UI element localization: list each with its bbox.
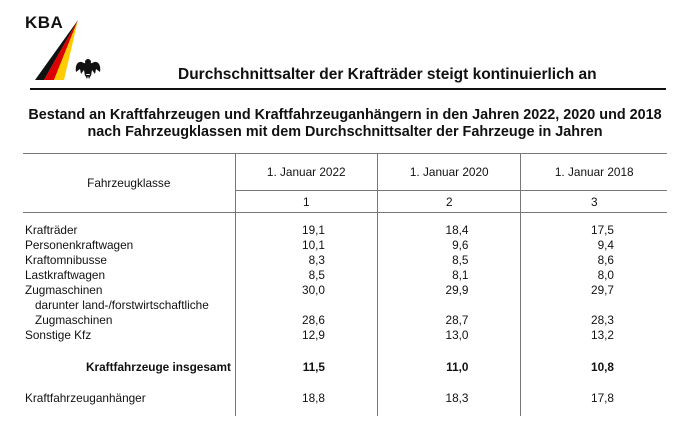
cell-value: 30,0: [235, 283, 378, 298]
column-header-2022: 1. Januar 2022: [235, 154, 378, 191]
header-rule: [30, 88, 666, 90]
row-label: Zugmaschinen: [35, 313, 113, 327]
cell-value: [378, 298, 521, 313]
table-row: [23, 268, 667, 283]
header: [0, 0, 690, 96]
cell-value: 29,7: [521, 283, 667, 298]
category-header: Fahrzeugklasse: [23, 154, 235, 213]
data-table: [23, 153, 667, 416]
flag-wedge-icon: [35, 20, 78, 80]
row-label: Zugmaschinen: [25, 283, 103, 297]
caption-line-1: Bestand an Kraftfahrzeugen und Kraftfahrzeuganhängern in den Jahren 2022, 2020 und 2018: [28, 107, 662, 123]
column-header-2020: 1. Januar 2020: [378, 154, 521, 191]
table-row: [23, 238, 667, 253]
cell-value: 17,5: [521, 223, 667, 238]
cell-value: 10,1: [235, 238, 378, 253]
cell-value: 28,6: [235, 313, 378, 328]
total-value: 11,5: [235, 359, 378, 375]
cell-value: 8,6: [521, 253, 667, 268]
cell-value: 28,7: [378, 313, 521, 328]
table-row: [23, 328, 667, 343]
column-number-3: 3: [521, 191, 667, 213]
table-row: [23, 223, 667, 238]
cell-value: 8,5: [235, 268, 378, 283]
cell-value: 29,9: [378, 283, 521, 298]
page-title: Durchschnittsalter der Krafträder steigt kontinuierlich an: [178, 66, 597, 83]
eagle-icon: [76, 59, 101, 79]
row-label: Sonstige Kfz: [25, 328, 92, 342]
row-label: darunter land-/forstwirtschaftliche: [35, 298, 209, 312]
logo-text: KBA: [25, 13, 64, 32]
row-label: Lastkraftwagen: [25, 268, 106, 282]
kba-logo: [30, 18, 110, 82]
cell-value: 19,1: [235, 223, 378, 238]
cell-value: 8,5: [378, 253, 521, 268]
column-number-1: 1: [235, 191, 378, 213]
cell-value: 8,1: [378, 268, 521, 283]
cell-value: 13,0: [378, 328, 521, 343]
cell-value: 12,9: [235, 328, 378, 343]
row-label: Personenkraftwagen: [25, 238, 134, 252]
cell-value: [235, 298, 378, 313]
total-label: Kraftfahrzeuge insgesamt: [86, 359, 231, 374]
table-row: [23, 298, 667, 313]
trailer-row: [23, 391, 667, 406]
cell-value: 9,6: [378, 238, 521, 253]
cell-value: [521, 298, 667, 313]
cell-value: 18,3: [378, 391, 521, 406]
caption-line-2: nach Fahrzeugklassen mit dem Durchschnittsalter der Fahrzeuge in Jahren: [87, 124, 603, 140]
header-row: [23, 154, 667, 191]
cell-value: 13,2: [521, 328, 667, 343]
table-row: [23, 313, 667, 328]
table-caption: [0, 107, 690, 141]
cell-value: 17,8: [521, 391, 667, 406]
total-value: 10,8: [521, 359, 667, 375]
total-row: [23, 359, 667, 375]
table-row: [23, 283, 667, 298]
cell-value: 18,8: [235, 391, 378, 406]
table-row: [23, 253, 667, 268]
cell-value: 8,0: [521, 268, 667, 283]
total-value: 11,0: [378, 359, 521, 375]
row-label: Kraftfahrzeuganhänger: [25, 391, 146, 405]
cell-value: 18,4: [378, 223, 521, 238]
row-label: Kraftomnibusse: [25, 253, 107, 267]
cell-value: 9,4: [521, 238, 667, 253]
row-label: Krafträder: [25, 223, 78, 237]
column-number-2: 2: [378, 191, 521, 213]
cell-value: 28,3: [521, 313, 667, 328]
column-header-2018: 1. Januar 2018: [521, 154, 667, 191]
cell-value: 8,3: [235, 253, 378, 268]
